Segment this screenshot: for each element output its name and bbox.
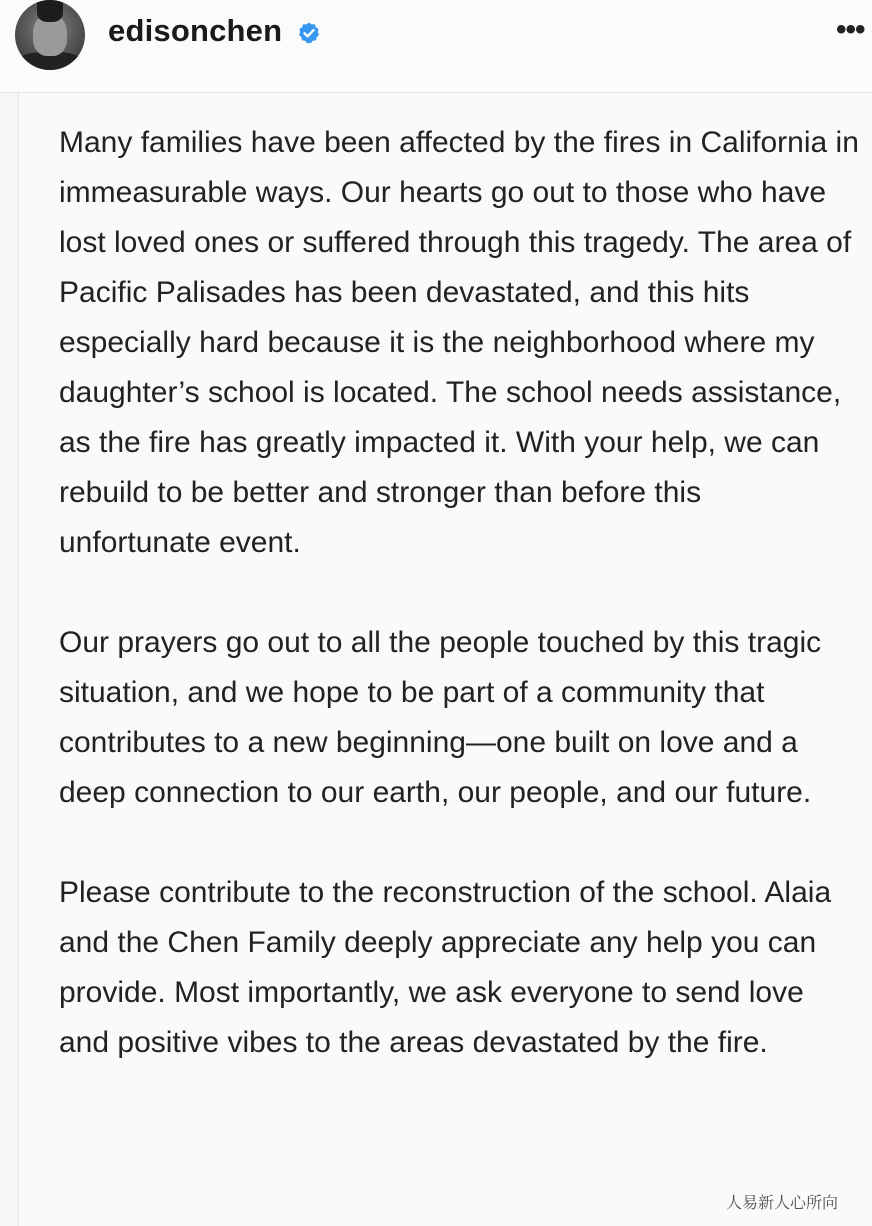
- username-link[interactable]: edisonchen: [108, 13, 283, 48]
- caption-paragraph-2: Our prayers go out to all the people touched by this tragic situation, and we hope to be part of a community that contributes to a new beginning—one built on love and a deep connection to our earth, our people, and our future.: [59, 626, 822, 809]
- watermark: 人易新人心所向: [726, 1193, 839, 1212]
- post-caption: [59, 118, 859, 1118]
- verified-badge-icon: [297, 21, 321, 45]
- avatar-hair: [37, 0, 63, 22]
- post-header: [0, 0, 872, 93]
- caption-paragraph-1: Many families have been affected by the fires in California in immeasurable ways. Our hearts go out to those who have lost loved ones or suffered through this tragedy. The area of Pacific Palisades has been devastated, and this hits especially hard because it is the neighborhood where my daughter’s school is located. The school needs assistance, as the fire has greatly impacted it. With your help, we can rebuild to be better and stronger than before this unfortunate event.: [59, 126, 859, 559]
- caption-paragraph-3: Please contribute to the reconstruction of the school. Alaia and the Chen Family deeply appreciate any help you can provide. Most importantly, we ask everyone to send love and positive vibes to the areas devastated by the fire.: [59, 876, 832, 1059]
- avatar[interactable]: [15, 0, 85, 70]
- more-options-button[interactable]: •••: [836, 13, 865, 46]
